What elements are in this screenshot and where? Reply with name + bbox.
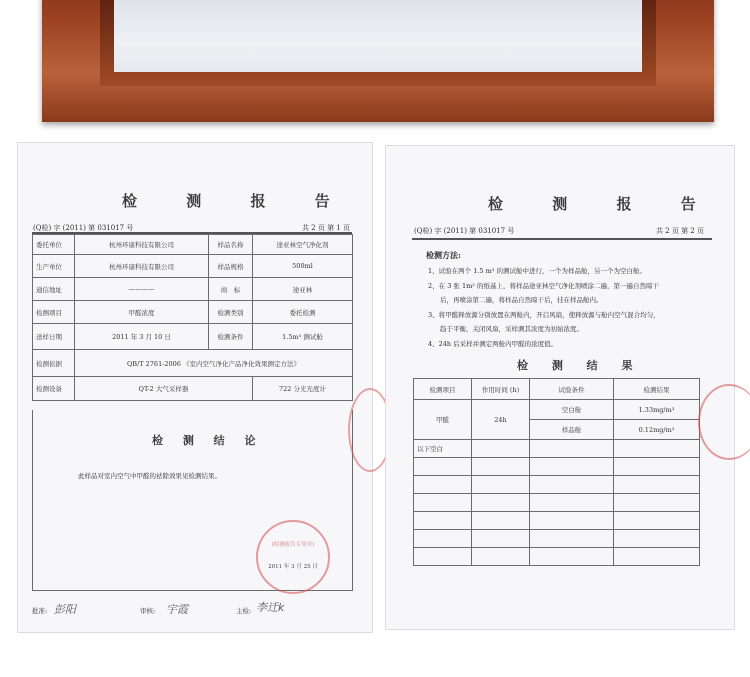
table-row [33,301,353,324]
frame-glass [114,0,642,72]
cell-label: 检测依据 [33,350,75,377]
table-row [33,350,353,377]
cell-label: 送样日期 [33,324,75,350]
cell-label: 样品规格 [209,255,253,278]
cell-value: ———— [75,278,209,301]
cell-value: 杭州环康科技有限公司 [75,255,209,278]
cell-label: 商 标 [209,278,253,301]
cell-label: 样品名称 [209,235,253,255]
table-row [414,476,700,494]
report-title: 检 测 报 告 [488,195,718,213]
cell-label: 委托单位 [33,235,75,255]
table-row [414,400,700,420]
method-line: 3、将甲醛释放源分别放置在两舱内，开启风扇，使释放源与舱内空气混合均匀， [428,311,660,319]
results-title: 检 测 结 果 [517,359,643,372]
cell-item: 甲醛 [414,400,472,440]
report-page-1 [18,143,372,632]
page-info: 共 2 页 第 2 页 [655,227,704,235]
cell-label: 检测设备 [33,377,75,401]
cell-value: 1.5m³ 测试舱 [253,324,353,350]
column-header: 作用时间 (h) [472,379,530,400]
column-header: 检测项目 [414,379,472,400]
tester-label: 主检: [236,607,252,615]
tester-signature: 李迁k [256,601,285,614]
below-blank-note: 以下空白 [414,440,472,458]
cell-value: 途亚林空气净化剂 [253,235,353,255]
cell-value: QT-2 大气采样器 [75,377,253,401]
picture-frame [42,0,714,122]
table-row [414,440,700,458]
seal-date: 2011 年 3 月 25 日 [268,564,318,570]
method-line: 趋于平衡，关闭风扇，采样测其浓度为初始浓度。 [440,325,583,333]
cell-result: 0.12mg/m³ [614,420,700,440]
cell-condition: 空白舱 [530,400,614,420]
table-row [414,494,700,512]
cell-label: 检测项目 [33,301,75,324]
report-number: (Q检) 字 (2011) 第 031017 号 [33,224,134,232]
table-row [414,548,700,566]
table-row [33,235,353,255]
table-row [33,255,353,278]
info-table [32,234,353,401]
cell-label: 通信地址 [33,278,75,301]
table-row [33,324,353,350]
column-header: 试验条件 [530,379,614,400]
table-row [33,278,353,301]
table-row [414,512,700,530]
cell-result: 1.33mg/m³ [614,400,700,420]
approver-signature: 彭阳 [54,603,76,616]
conclusion-title: 检 测 结 论 [152,434,264,447]
page-info: 共 2 页 第 1 页 [301,224,350,232]
official-seal [256,520,330,594]
cell-value: 途亚林 [253,278,353,301]
report-title: 检 测 报 告 [122,192,352,210]
table-row [414,530,700,548]
method-line: 1、试验在两个 1.5 m³ 的测试舱中进行，一个为样品舱，另一个为空白舱。 [428,267,646,275]
cell-label: 检测条件 [209,324,253,350]
seal-caption: (检测报告专用章) [271,542,315,548]
method-line: 4、24h 后采样并测定两舱内甲醛的浓度值。 [428,340,558,348]
cell-value: QB/T 2761-2006 《室内空气净化产品净化效果测定方法》 [75,350,353,377]
cell-value: 甲醛浓度 [75,301,209,324]
header-rule [412,238,712,240]
cell-value: 500ml [253,255,353,278]
results-table [413,378,700,566]
method-line: 后，再喷涂第二遍，将样品自然晾干后，挂在样品舱内。 [440,296,603,304]
reviewer-signature: 宇霞 [166,603,188,616]
approver-label: 批准: [32,607,48,615]
table-row [33,377,353,401]
cell-label: 生产单位 [33,255,75,278]
report-number: (Q检) 字 (2011) 第 031017 号 [414,227,515,235]
cell-value: 722 分光光度计 [253,377,353,401]
table-header-row [414,379,700,400]
cell-label: 检测类别 [209,301,253,324]
table-row [414,458,700,476]
cell-condition: 样品舱 [530,420,614,440]
report-page-2 [386,146,734,629]
method-line: 2、在 3 张 1m² 的纸基上，将样品途亚林空气净化剂喷涂二遍，第一遍自然晾干 [428,282,659,290]
seam-seal-edge [698,384,750,460]
reviewer-label: 审核: [140,607,156,615]
column-header: 检测结果 [614,379,700,400]
cell-value: 杭州环康科技有限公司 [75,235,209,255]
cell-value: 委托检测 [253,301,353,324]
cell-value: 2011 年 3 月 10 日 [75,324,209,350]
method-heading: 检测方法: [426,250,461,260]
cell-time: 24h [472,400,530,440]
conclusion-text: 此样品对室内空气中甲醛的祛除效果见检测结果。 [78,472,221,480]
